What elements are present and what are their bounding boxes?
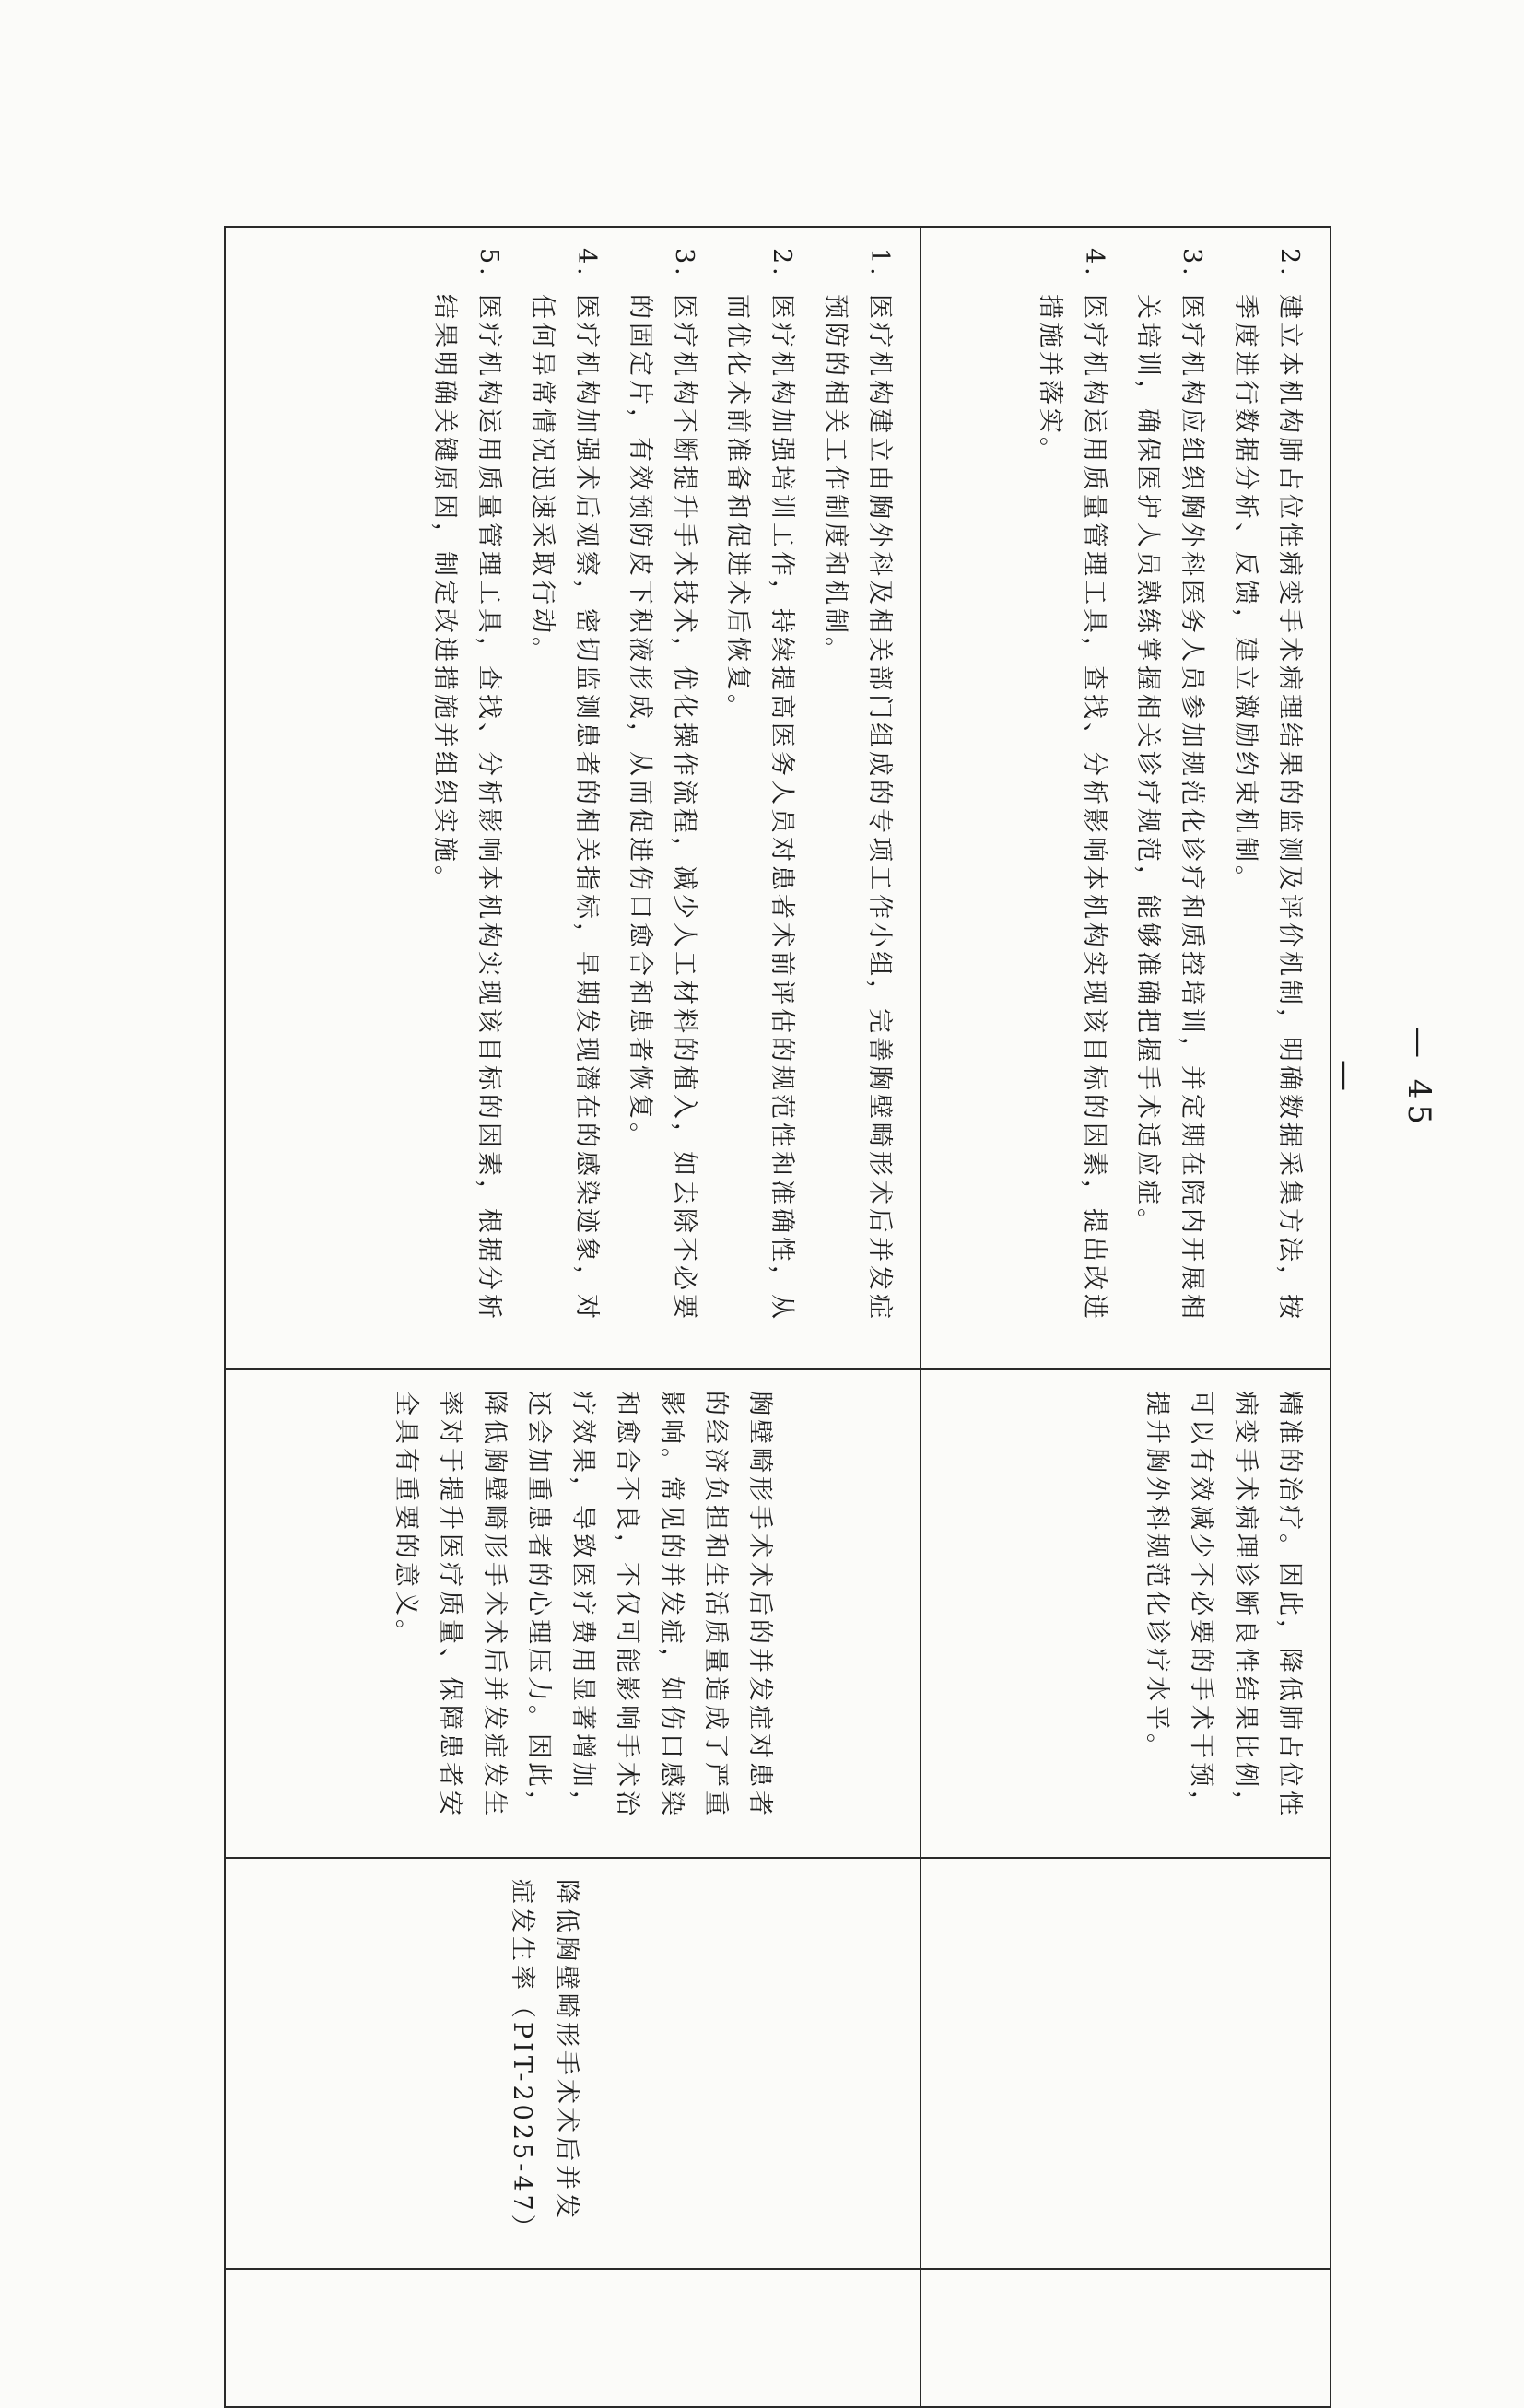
row2-index-cell: [225, 2269, 920, 2407]
quality-goals-table: [224, 226, 1331, 2408]
list-item: 5. 医疗机构运用质量管理工具，查找、分析影响本机构实现该目标的因素，根据分析结果明确关键原因，制定改进措施并组织实施。: [430, 248, 503, 1322]
rotated-page: [226, 226, 1331, 2243]
list-item: 4. 医疗机构加强术后观察，密切监测患者的相关指标，早期发现潜在的感染迹象，对任何异常情况迅速采取行动。: [528, 248, 601, 1322]
list-item: 3. 医疗机构应组织胸外科医务人员参加规范化诊疗和质控培训，并定期在院内开展相关培训，确保医护人员熟练掌握相关诊疗规范，能够准确把握手术适应症。: [1133, 248, 1206, 1322]
list-item: 3. 医疗机构不断提升手术技术，优化操作流程，减少人工材料的植入，如去除不必要的固定片，有效预防皮下积液形成，从而促进伤口愈合和患者恢复。: [626, 248, 698, 1322]
table-row-2: [225, 227, 920, 2407]
row1-significance-text: 精准的治疗。因此，降低肺占位性病变手术病理诊断良性结果比例，可以有效减少不必要的手术干预，提升胸外科规范化诊疗水平。: [1143, 1391, 1304, 1819]
list-item: 2. 建立本机构肺占位性病变手术病理结果的监测及评价机制，明确数据采集方法，按季度进行数据分析、反馈，建立激励约束机制。: [1231, 248, 1304, 1322]
list-item: 4. 医疗机构运用质量管理工具，查找、分析影响本机构实现该目标的因素，提出改进措施并落实。: [1036, 248, 1108, 1322]
row1-measures-cell: [920, 227, 1331, 1369]
list-item: 2. 医疗机构加强培训工作，持续提高医务人员对患者术前评估的规范性和准确性，从而优化术前准备和促进术后恢复。: [723, 248, 796, 1322]
row2-measures-cell: [225, 227, 920, 1369]
table-row-1: [920, 227, 1331, 2407]
row1-title-cell: [920, 1858, 1331, 2269]
page-number: — 45 —: [1327, 1026, 1437, 1131]
row1-index-cell: [920, 2269, 1331, 2407]
row2-title-cell: [225, 1858, 920, 2269]
row2-significance-cell: [225, 1369, 920, 1858]
row2-significance-text: 胸壁畸形手术术后的并发症对患者的经济负担和生活质量造成了严重影响。常见的并发症，如伤口感染和愈合不良，不仅可能影响手术治疗效果，导致医疗费用显著增加，还会加重患者的心理压力。因此，降低胸壁畸形手术术后并发症发生率对于提升医疗质量、保障患者安全具有重要的意义。: [392, 1391, 774, 1819]
row2-goal-title: 降低胸壁畸形手术术后并发症发生率（PIT-2025-47）: [508, 1879, 580, 2243]
row1-significance-cell: [920, 1369, 1331, 1858]
list-item: 1. 医疗机构建立由胸外科及相关部门组成的专项工作小组，完善胸壁畸形术后并发症预防的相关工作制度和机制。: [821, 248, 894, 1322]
